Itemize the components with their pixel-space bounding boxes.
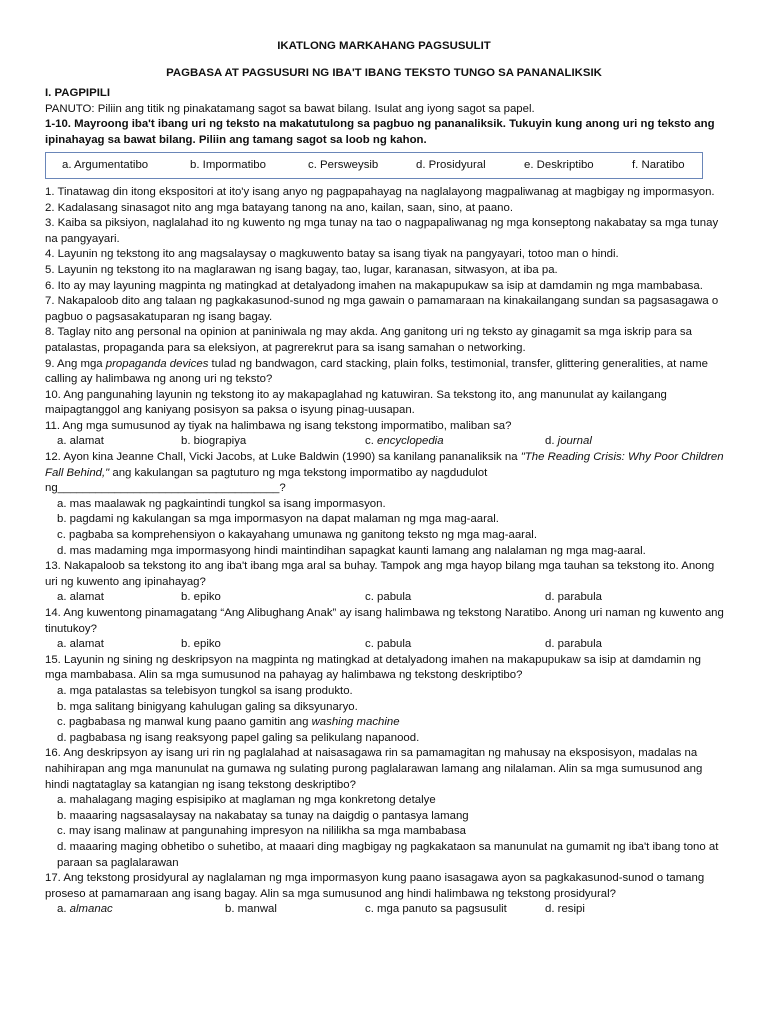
q13-option-c: c. pabula [365, 591, 412, 604]
q11-options [45, 434, 725, 450]
exam-title: IKATLONG MARKAHANG PAGSUSULIT [277, 40, 491, 52]
question-14: 14. Ang kuwentong pinamagatang “Ang Alibughang Anak” ay isang halimbawa ng tekstong Naratibo. Anong uri naman ng kuwento ang tinutukoy? [45, 607, 724, 635]
q9-em: propaganda devices [105, 357, 209, 370]
q11-option-d-prefix: d. [545, 435, 558, 448]
q12-option-a: a. mas maalawak ng pagkaintindi tungkol sa isang impormasyon. [57, 497, 386, 510]
q13-option-b: b. epiko [181, 591, 221, 604]
q14-option-c: c. pabula [365, 638, 412, 651]
q17-option-c: c. mga panuto sa pagsusulit [365, 903, 507, 916]
question-4: 4. Layunin ng tekstong ito ang magsalaysay o magkuwento batay sa isang tiyak na pangyayari, totoo man o hindi. [45, 248, 619, 261]
question-3: 3. Kaiba sa piksiyon, naglalahad ito ng kuwento ng mga tunay na tao o nagpapaliwanag ng mga konseptong nakabatay sa mga tunay na pangyayari. [45, 217, 719, 245]
question-11: 11. Ang mga sumusunod ay tiyak na halimbawa ng isang tekstong impormatibo, maliban sa? [45, 419, 512, 432]
q15-option-a: a. mga patalastas sa telebisyon tungkol sa isang produkto. [57, 684, 353, 697]
q13-option-d: d. parabula [545, 591, 602, 604]
q17-option-a-prefix: a. [57, 903, 70, 916]
question-16: 16. Ang deskripsyon ay isang uri rin ng paglalahad at naisasagawa rin sa pamamagitan ng mahusay na eksposisyon, madalas na nahihirapan ang mga manunulat na gumawa ng sulating purong paglalarawan lamang ang nilalaman. Alin sa mga sumusunod ang hindi nagtataglay sa katangian ng isang tekstong deskriptibo? [45, 747, 703, 791]
q15-option-d: d. pagbabasa ng isang reaksyong papel galing sa pelikulang napanood. [57, 731, 420, 744]
q14-option-b: b. epiko [181, 638, 221, 651]
q14-option-d: d. parabula [545, 638, 602, 651]
q9-post: tulad ng bandwagon, card stacking, plain folks, testimonial, transfer, glittering generalities, at name calling ay halimbawa ng anong uri ng teksto? [45, 357, 708, 386]
question-1: 1. Tinatawag din itong ekspositori at ito'y isang anyo ng pagpapahayag na naglalayong magpaliwanag at magbigay ng impormasyon. [45, 185, 715, 198]
q14-option-a: a. alamat [57, 638, 104, 651]
q16-option-a: a. mahalagang maging espisipiko at maglaman ng mga konkretong detalye [57, 794, 436, 807]
choice-e: e. Deskriptibo [524, 159, 594, 172]
question-13: 13. Nakapaloob sa tekstong ito ang iba't ibang mga aral sa buhay. Tampok ang mga hayop bilang mga tauhan sa tekstong ito. Anong uri ng kuwento ang ipinahayag? [45, 560, 715, 588]
q12-em: "The Reading Crisis: Why Poor Children Fall Behind," [45, 451, 724, 479]
q9-pre: 9. Ang mga [45, 357, 106, 370]
q12-post: ang kakulangan sa pagtuturo ng mga tekstong impormatibo ay nagdudulot ng___________________________________? [45, 466, 488, 495]
q14-options [45, 637, 725, 653]
q11-option-b: b. biograpiya [181, 435, 247, 448]
panuto-text: PANUTO: Piliin ang titik ng pinakatamang sagot sa bawat bilang. Isulat ang iyong sagot sa papel. [45, 102, 535, 115]
q15-option-c-prefix: c. pagbabasa ng manwal kung paano gamitin ang [57, 716, 312, 729]
choice-c: c. Persweysib [308, 159, 379, 172]
question-8: 8. Taglay nito ang personal na opinion at paniniwala ng may akda. Ang ganitong uri ng teksto ay ginagamit sa mga iskrip para sa patalastas, propaganda para sa eleksiyon, at pagrerekrut para sa isang samahan o networking. [45, 326, 692, 354]
question-15: 15. Layunin ng sining ng deskripsyon na magpinta ng matingkad at detalyadong imahen na makapupukaw sa isip at damdamin ng mga mambabasa. Alin sa mga sumusunod na pahayag ay halimbawa ng tekstong deskriptibo? [45, 653, 702, 682]
q15-option-c-italic: washing machine [311, 716, 400, 729]
q11-option-c [365, 434, 545, 450]
q16-option-d: d. maaaring maging obhetibo o suhetibo, at maaari ding magbigay ng pagkakataon sa manunulat na gumamit ng iba't ibang tono at paraan sa paglalarawan [57, 840, 719, 869]
q11-option-c-italic: encyclopedia [377, 435, 444, 448]
question-17: 17. Ang tekstong prosidyural ay naglalaman ng mga impormasyon kung paano isasagawa ayon sa pagkakasunod-sunod o tamang proseso at pamamaraan ang isang bagay. Alin sa mga sumusunod ang hindi halimbawa ng tekstong prosidyural? [45, 872, 705, 900]
instruction-text: 1-10. Mayroong iba't ibang uri ng teksto na makatutulong sa pagbuo ng pananaliksik. Tukuyin kung anong uri ng teksto ang ipinahayag sa bawat bilang. Piliin ang tamang sagot sa loob ng kahon. [45, 118, 715, 146]
q15-option-b: b. mga salitang binigyang kahulugan galing sa diksyunaryo. [57, 700, 358, 713]
choice-a: a. Argumentatibo [62, 159, 149, 172]
q11-option-a: a. alamat [57, 435, 104, 448]
exam-subtitle: PAGBASA AT PAGSUSURI NG IBA'T IBANG TEKSTO TUNGO SA PANANALIKSIK [166, 67, 602, 79]
choice-d: d. Prosidyural [416, 159, 486, 172]
q12-option-d: d. mas madaming mga impormasyong hindi maintindihan sapagkat kaunti lamang ang nalalaman ng mga mag-aaral. [57, 544, 646, 557]
question-12 [45, 450, 725, 497]
question-7: 7. Nakapaloob dito ang talaan ng pagkakasunod-sunod ng mga gawain o pamamaraan na kinakailangang sundan sa pagsasagawa o pagbuo o pagsasakatuparan ng isang bagay. [45, 295, 719, 323]
q11-option-d [545, 434, 592, 450]
question-5: 5. Layunin ng tekstong ito na maglarawan ng isang bagay, tao, lugar, karanasan, sitwasyon, at iba pa. [45, 263, 558, 276]
q17-option-a [57, 902, 225, 918]
q15-option-c [45, 715, 725, 731]
choices-box [45, 152, 703, 179]
question-10: 10. Ang pangunahing layunin ng tekstong ito ay makapaglahad ng katuwiran. Sa tekstong ito, ang manunulat ay kailangang maipagtanggol ang kaniyang posisyon sa paksa o isyung pinag-uusapan. [45, 388, 667, 417]
question-6: 6. Ito ay may layuning magpinta ng matingkad at detalyadong imahen na makapupukaw sa isip at damdamin ng mga mambabasa. [45, 279, 703, 292]
q17-option-d: d. resipi [545, 903, 585, 916]
choice-f: f. Naratibo [632, 159, 685, 172]
q13-option-a: a. alamat [57, 591, 104, 604]
question-9 [45, 357, 725, 388]
exam-content [45, 86, 725, 918]
section-heading: I. PAGPIPILI [45, 87, 110, 99]
q17-option-b: b. manwal [225, 903, 277, 916]
q12-pre: 12. Ayon kina Jeanne Chall, Vicki Jacobs, at Luke Baldwin (1990) sa kanilang pananaliksik na [45, 451, 521, 464]
q11-option-d-italic: journal [557, 435, 592, 448]
choice-b: b. Impormatibo [190, 159, 266, 172]
q17-options [45, 902, 725, 918]
q12-option-c: c. pagbaba sa komprehensiyon o kakayahang umunawa ng ganitong teksto ng mga mag-aaral. [57, 529, 537, 542]
q17-option-a-italic: almanac [69, 903, 113, 916]
q11-option-c-prefix: c. [365, 435, 378, 448]
q16-option-b: b. maaaring nagsasalaysay na nakabatay sa tunay na daigdig o pantasya lamang [57, 809, 469, 822]
q16-option-c: c. may isang malinaw at pangunahing impresyon na nililikha sa mga mambabasa [57, 825, 467, 838]
q12-option-b: b. pagdami ng kakulangan sa mga impormasyon na dapat malaman ng mga mag-aaral. [57, 513, 499, 526]
question-2: 2. Kadalasang sinasagot nito ang mga batayang tanong na ano, kailan, saan, sino, at paano. [45, 201, 514, 214]
q13-options [45, 590, 725, 606]
